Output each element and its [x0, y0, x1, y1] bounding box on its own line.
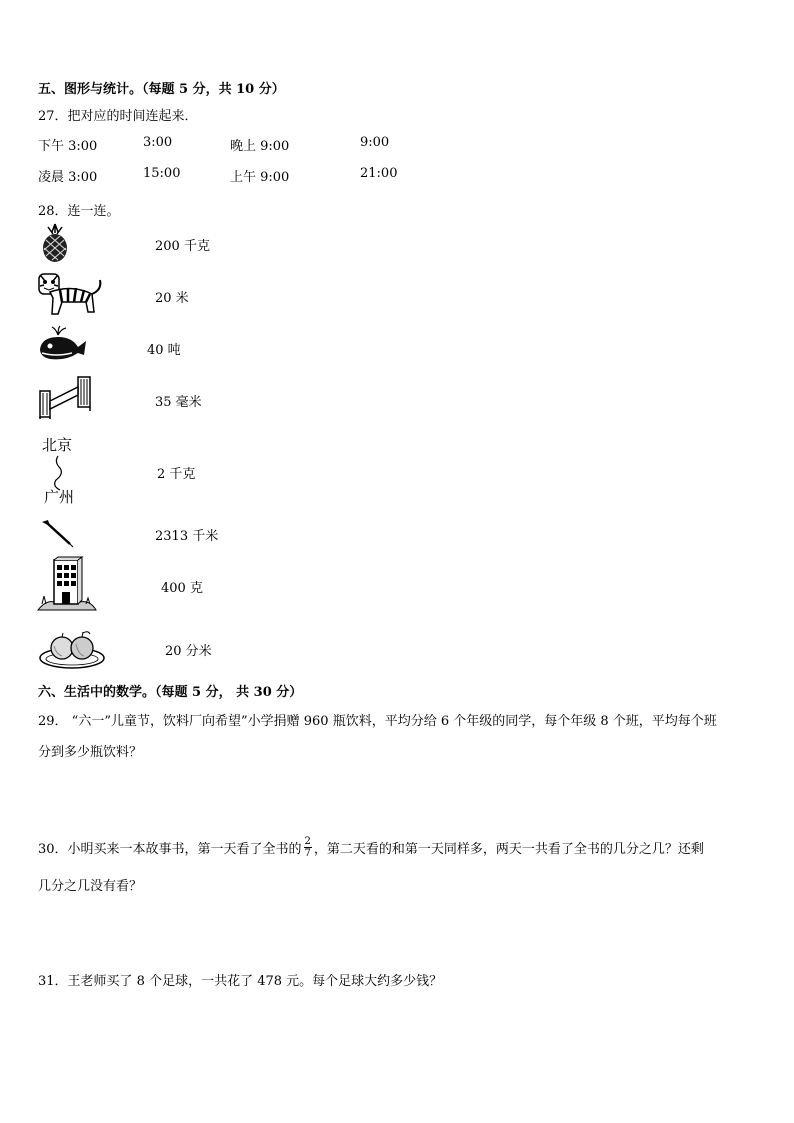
q28-label-8: 20 分米: [165, 644, 212, 659]
q28-label-4: 35 毫米: [155, 395, 202, 410]
q27-row2-item2: 15:00: [143, 166, 181, 181]
q31-text: 31．王老师买了 8 个足球，一共花了 478 元。每个足球大约多少钱？: [38, 974, 443, 989]
q30-text-part2: ，第二天看的和第一天同样多，两天一共看了全书的几分之几？还剩: [313, 842, 704, 857]
map-label-beijing: 北京: [42, 436, 73, 454]
q28-label-3: 40 吨: [147, 343, 181, 358]
q28-label-6: 2313 千米: [155, 529, 219, 544]
pineapple-icon: [38, 222, 72, 264]
q27-row2-item4: 21:00: [360, 166, 398, 181]
q27-row1-item3: 晚上 9:00: [230, 139, 290, 154]
q27-row1-item4: 9:00: [360, 135, 390, 150]
q27-row2-item1: 凌晨 3:00: [38, 170, 98, 185]
section6-title: 六、生活中的数学。（每题 5 分， 共 30 分）: [38, 685, 303, 700]
q29-line1: 29． “六一”儿童节，饮料厂向希望”小学捐赠 960 瓶饮料，平均分给 6 个年级的同学，每个年级 8 个班，平均每个班: [38, 714, 717, 729]
q28-label-1: 200 千克: [155, 239, 210, 254]
nail-icon: [40, 518, 74, 548]
q28-label-5: 2 千克: [157, 467, 196, 482]
q28-stem: 28．连一连。: [38, 204, 120, 219]
section5-title: 五、图形与统计。（每题 5 分，共 10 分）: [38, 82, 285, 97]
q30-line2: 几分之几没有看？: [38, 879, 143, 894]
q30-line1: [38, 838, 704, 861]
q30-fraction-denominator: 7: [304, 848, 311, 859]
beijing-guangzhou-map-icon: [38, 432, 82, 508]
q28-label-7: 400 克: [161, 581, 203, 596]
q27-row2-item3: 上午 9:00: [230, 170, 290, 185]
whale-icon: [36, 325, 88, 363]
q27-row1-item2: 3:00: [143, 135, 173, 150]
map-label-guangzhou: 广州: [44, 488, 75, 506]
q27-row1-item1: 下午 3:00: [38, 139, 98, 154]
tiger-icon: [36, 272, 104, 318]
q28-label-2: 20 米: [155, 291, 189, 306]
building-icon: [36, 556, 98, 612]
q30-fraction: [304, 836, 312, 859]
q29-line2: 分到多少瓶饮料？: [38, 745, 143, 760]
q27-stem: 27．把对应的时间连起来．: [38, 109, 198, 124]
bed-icon: [36, 375, 94, 419]
q30-fraction-numerator: 2: [304, 836, 311, 847]
q30-text-part1: 30．小明买来一本故事书，第一天看了全书的: [38, 842, 302, 857]
fruit-plate-icon: [38, 628, 106, 670]
